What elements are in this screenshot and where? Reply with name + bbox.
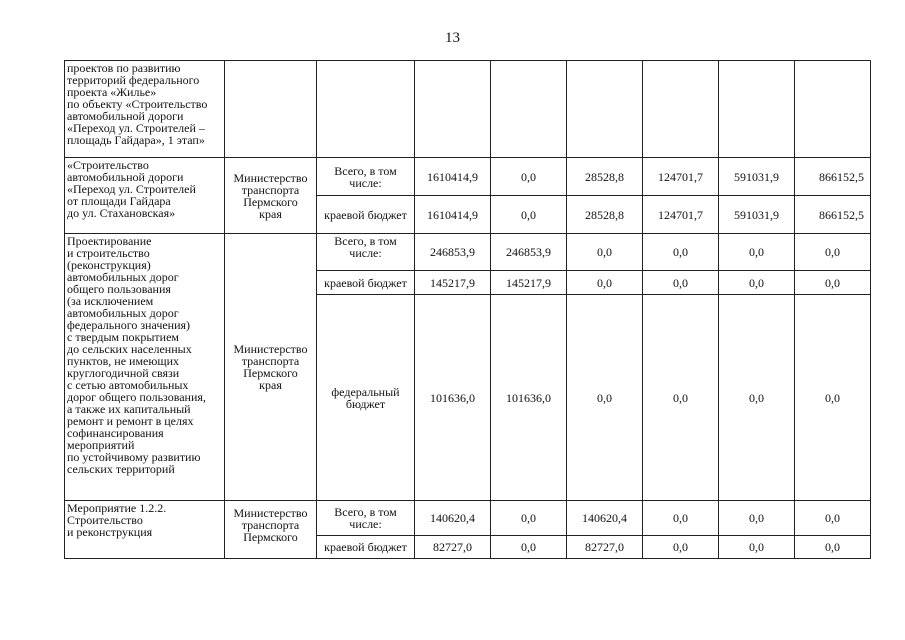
responsible-org-cell: Министерство транспорта Пермского края <box>225 234 317 501</box>
amount-cell: 0,0 <box>795 295 871 501</box>
amount-cell: 0,0 <box>567 295 643 501</box>
funding-source-cell: краевой бюджет <box>317 196 415 234</box>
amount-cell: 0,0 <box>491 158 567 196</box>
amount-cell: 246853,9 <box>415 234 491 271</box>
amount-cell: 0,0 <box>491 536 567 559</box>
funding-source-cell: краевой бюджет <box>317 536 415 559</box>
amount-cell: 82727,0 <box>415 536 491 559</box>
amount-cell: 145217,9 <box>415 271 491 295</box>
amount-cell: 0,0 <box>719 271 795 295</box>
amount-cell: 866152,5 <box>795 158 871 196</box>
funding-source-cell <box>317 61 415 158</box>
amount-cell: 0,0 <box>491 501 567 536</box>
amount-cell: 0,0 <box>643 501 719 536</box>
amount-cell: 140620,4 <box>415 501 491 536</box>
amount-cell: 0,0 <box>643 234 719 271</box>
amount-cell <box>415 61 491 158</box>
amount-cell: 145217,9 <box>491 271 567 295</box>
amount-cell: 591031,9 <box>719 196 795 234</box>
amount-cell <box>795 61 871 158</box>
amount-cell: 1610414,9 <box>415 158 491 196</box>
amount-cell: 0,0 <box>719 501 795 536</box>
amount-cell <box>719 61 795 158</box>
amount-cell: 0,0 <box>643 295 719 501</box>
table-row <box>65 501 871 536</box>
amount-cell: 0,0 <box>491 196 567 234</box>
amount-cell: 140620,4 <box>567 501 643 536</box>
amount-cell: 0,0 <box>795 271 871 295</box>
amount-cell: 0,0 <box>567 234 643 271</box>
activity-name-cell: Проектирование и строительство (реконструкция) автомобильных дорог общего пользования (за исключением автомобильных дорог федерального значения) с твердым покрытием до сельских населенных пунктов, не имеющих круглогодичной связи с сетью автомобильных дорог общего пользования, а также их капитальный ремонт и ремонт в целях софинансирования мероприятий по устойчивому развитию сельских территорий <box>65 234 225 501</box>
amount-cell: 124701,7 <box>643 196 719 234</box>
amount-cell: 0,0 <box>795 234 871 271</box>
amount-cell: 28528,8 <box>567 196 643 234</box>
budget-table <box>64 60 871 559</box>
activity-name-cell: проектов по развитию территорий федерального проекта «Жилье» по объекту «Строительство автомобильной дороги «Переход ул. Строителей – площадь Гайдара», 1 этап» <box>65 61 225 158</box>
amount-cell: 101636,0 <box>415 295 491 501</box>
amount-cell <box>643 61 719 158</box>
table-row <box>65 234 871 271</box>
table-row <box>65 61 871 158</box>
amount-cell: 101636,0 <box>491 295 567 501</box>
amount-cell: 124701,7 <box>643 158 719 196</box>
amount-cell: 0,0 <box>719 234 795 271</box>
funding-source-cell: федеральный бюджет <box>317 295 415 501</box>
amount-cell: 0,0 <box>795 501 871 536</box>
amount-cell: 0,0 <box>719 536 795 559</box>
amount-cell: 0,0 <box>643 271 719 295</box>
amount-cell: 1610414,9 <box>415 196 491 234</box>
funding-source-cell: Всего, в том числе: <box>317 158 415 196</box>
amount-cell: 28528,8 <box>567 158 643 196</box>
amount-cell: 0,0 <box>567 271 643 295</box>
amount-cell: 0,0 <box>643 536 719 559</box>
responsible-org-cell: Министерство транспорта Пермского края <box>225 158 317 234</box>
activity-name-cell: «Строительство автомобильной дороги «Переход ул. Строителей от площади Гайдара до ул. Стахановская» <box>65 158 225 234</box>
amount-cell: 0,0 <box>795 536 871 559</box>
amount-cell <box>491 61 567 158</box>
responsible-org-cell: Министерство транспорта Пермского <box>225 501 317 559</box>
funding-source-cell: Всего, в том числе: <box>317 234 415 271</box>
amount-cell: 246853,9 <box>491 234 567 271</box>
funding-source-cell: краевой бюджет <box>317 271 415 295</box>
amount-cell: 591031,9 <box>719 158 795 196</box>
table-row <box>65 158 871 196</box>
amount-cell <box>567 61 643 158</box>
page-number: 13 <box>445 30 460 46</box>
responsible-org-cell <box>225 61 317 158</box>
amount-cell: 0,0 <box>719 295 795 501</box>
funding-source-cell: Всего, в том числе: <box>317 501 415 536</box>
amount-cell: 82727,0 <box>567 536 643 559</box>
amount-cell: 866152,5 <box>795 196 871 234</box>
activity-name-cell: Мероприятие 1.2.2. Строительство и реконструкция <box>65 501 225 559</box>
